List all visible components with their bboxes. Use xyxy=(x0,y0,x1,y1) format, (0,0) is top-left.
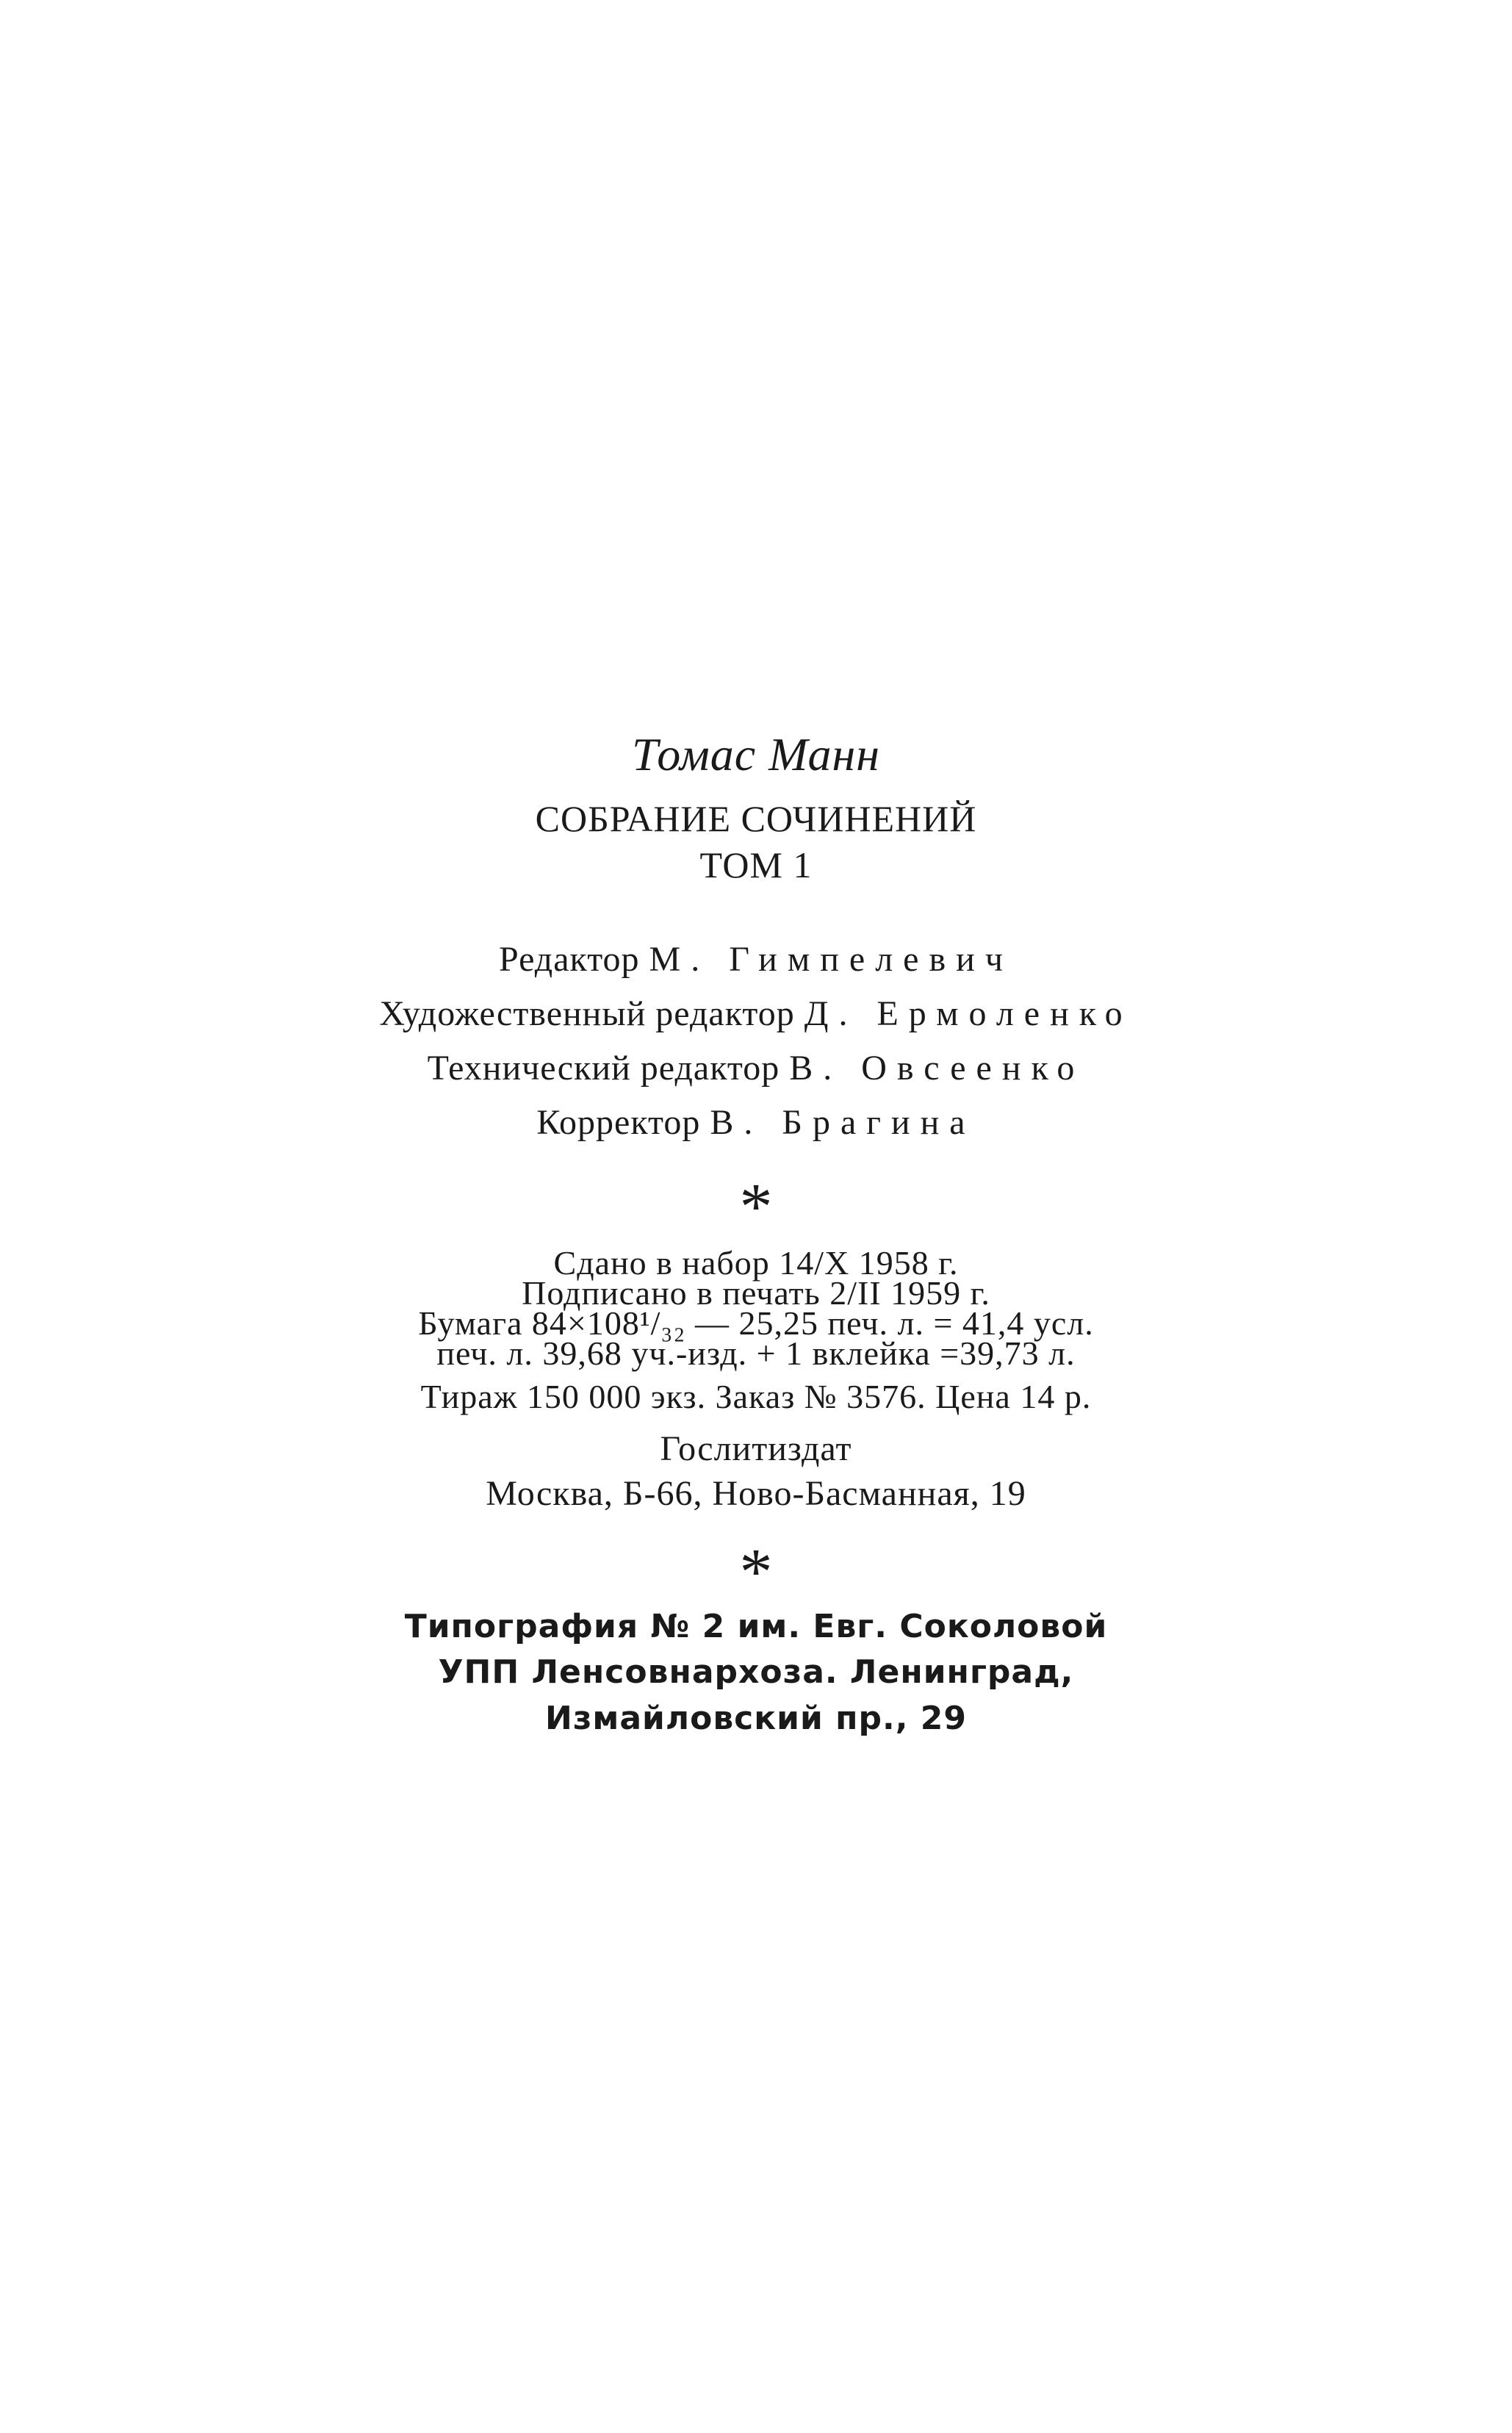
volume-number: ТОМ 1 xyxy=(699,844,813,885)
staff-role: Редактор xyxy=(499,940,640,979)
publisher-name: Гослитиздат xyxy=(660,1429,852,1468)
imprint-sheets: печ. л. 39,68 уч.-изд. + 1 вклейка =39,73 л. xyxy=(436,1334,1076,1372)
printer-line: Измайловский пр., 29 xyxy=(545,1700,967,1737)
publisher-address: Москва, Б-66, Ново-Басманная, 19 xyxy=(486,1474,1026,1513)
staff-name: М. Гимпелевич xyxy=(649,940,1013,979)
staff-role: Технический редактор xyxy=(427,1049,780,1088)
staff-role: Художественный редактор xyxy=(379,994,795,1033)
staff-line-proofreader xyxy=(0,1102,1512,1143)
staff-line-tech-editor xyxy=(0,1048,1512,1088)
staff-role: Корректор xyxy=(536,1103,701,1142)
staff-name: В. Овсеенко xyxy=(789,1049,1085,1088)
staff-line-editor xyxy=(0,939,1512,980)
imprint-typeset-date: Сдано в набор 14/X 1958 г. xyxy=(553,1244,959,1282)
collection-title: СОБРАНИЕ СОЧИНЕНИЙ xyxy=(535,798,977,839)
imprint-paper: Бумага 84×108¹/₃₂ — 25,25 печ. л. = 41,4 усл. xyxy=(418,1304,1094,1342)
author-name: Томас Манн xyxy=(632,728,880,780)
printer-line: Типография № 2 им. Евг. Соколовой xyxy=(404,1608,1108,1645)
printer-line: УПП Ленсовнархоза. Ленинград, xyxy=(438,1653,1074,1691)
staff-name: Д. Ермоленко xyxy=(804,994,1133,1033)
asterisk-separator: * xyxy=(739,1171,773,1243)
staff-name: В. Брагина xyxy=(710,1103,976,1142)
imprint-signed-date: Подписано в печать 2/II 1959 г. xyxy=(522,1274,990,1312)
staff-line-art-editor xyxy=(0,993,1512,1034)
asterisk-separator: * xyxy=(739,1536,773,1609)
imprint-print-run: Тираж 150 000 экз. Заказ № 3576. Цена 14 р. xyxy=(420,1378,1092,1415)
